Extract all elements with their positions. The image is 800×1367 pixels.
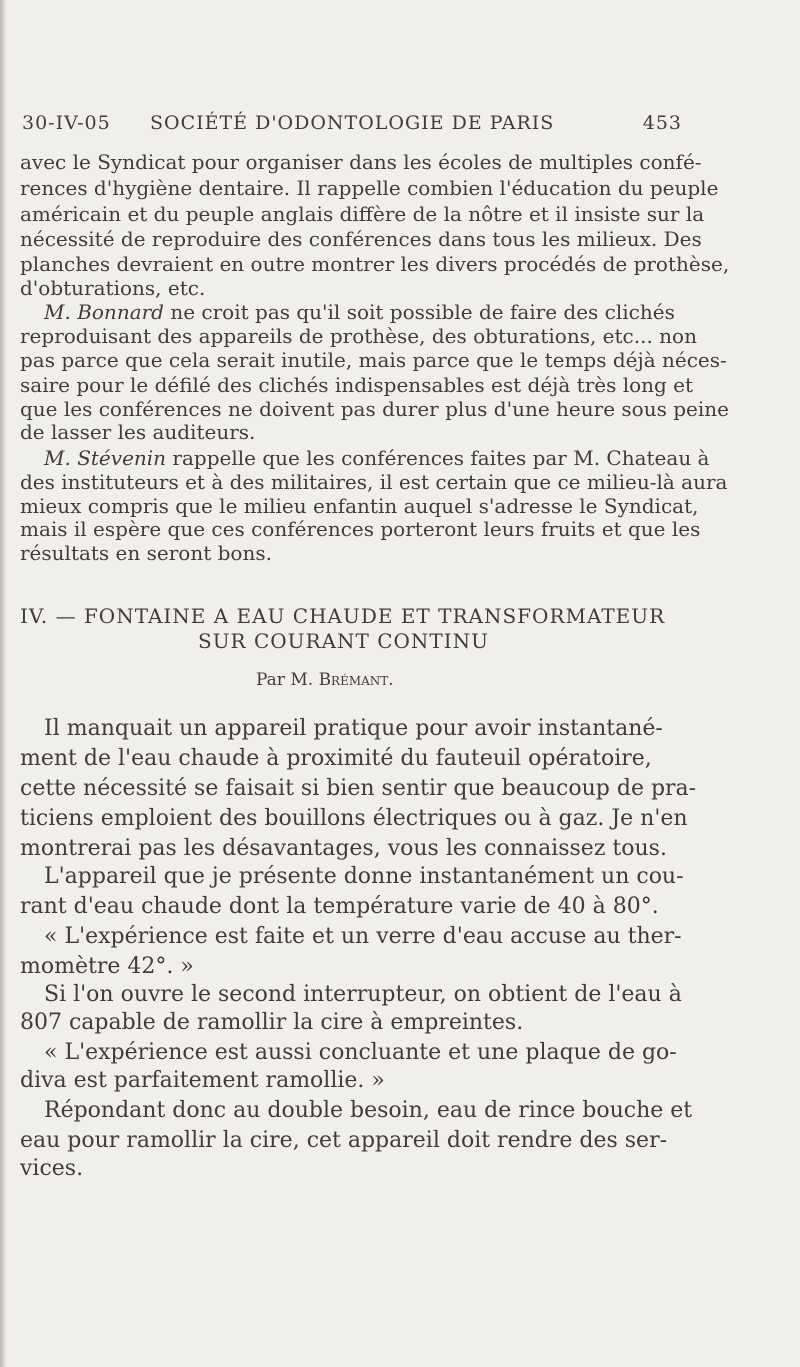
text-line: américain et du peuple anglais diffère de la nôtre et il insiste sur la bbox=[20, 202, 705, 226]
text-line: nécessité de reproduire des conférences dans tous les milieux. Des bbox=[20, 227, 702, 251]
running-header bbox=[22, 112, 682, 142]
text-line: « L'expérience est aussi concluante et une plaque de go- bbox=[44, 1040, 677, 1065]
page-binding-edge bbox=[0, 0, 6, 1367]
text-span: ne croit pas qu'il soit possible de faire des clichés bbox=[163, 300, 675, 324]
text-span: rappelle que les conférences faites par M. Chateau à bbox=[166, 446, 710, 470]
text-line: « L'expérience est faite et un verre d'eau accuse au ther- bbox=[44, 924, 682, 949]
speaker-name: M. Bonnard bbox=[44, 300, 164, 324]
text-line: résultats en seront bons. bbox=[20, 541, 272, 565]
text-line: planches devraient en outre montrer les divers procédés de prothèse, bbox=[20, 252, 730, 276]
page-number: 453 bbox=[642, 112, 682, 134]
article-author bbox=[256, 670, 394, 690]
text-line: saire pour le défilé des clichés indispensables est déjà très long et bbox=[20, 373, 694, 397]
text-line: reproduisant des appareils de prothèse, des obturations, etc... non bbox=[20, 324, 697, 348]
text-line: diva est parfaitement ramollie. » bbox=[20, 1068, 385, 1093]
text-line: eau pour ramollir la cire, cet appareil doit rendre des ser- bbox=[20, 1128, 668, 1153]
text-line: pas parce que cela serait inutile, mais parce que le temps déjà néces- bbox=[20, 348, 727, 372]
text-line: L'appareil que je présente donne instantanément un cou- bbox=[44, 864, 684, 889]
text-line: momètre 42°. » bbox=[20, 954, 194, 979]
speaker-name: M. Stévenin bbox=[44, 446, 167, 470]
text-line: Répondant donc au double besoin, eau de rince bouche et bbox=[44, 1098, 693, 1123]
text-line: rant d'eau chaude dont la température varie de 40 à 80°. bbox=[20, 894, 659, 919]
author-name: Brémant. bbox=[318, 670, 394, 690]
text-line: mieux compris que le milieu enfantin auquel s'adresse le Syndicat, bbox=[20, 494, 699, 518]
text-line: ment de l'eau chaude à proximité du fauteuil opératoire, bbox=[20, 746, 652, 771]
author-prefix: Par M. bbox=[256, 670, 319, 690]
text-line: Si l'on ouvre le second interrupteur, on obtient de l'eau à bbox=[44, 982, 682, 1007]
text-line: que les conférences ne doivent pas durer plus d'une heure sous peine bbox=[20, 397, 729, 421]
text-line: avec le Syndicat pour organiser dans les écoles de multiples confé- bbox=[20, 150, 702, 174]
text-line: rences d'hygiène dentaire. Il rappelle combien l'éducation du peuple bbox=[20, 176, 719, 200]
text-line: d'obturations, etc. bbox=[20, 276, 206, 300]
text-line: montrerai pas les désavantages, vous les connaissez tous. bbox=[20, 836, 667, 861]
text-line: Il manquait un appareil pratique pour avoir instantané- bbox=[44, 716, 663, 741]
text-line: 807 capable de ramollir la cire à empreintes. bbox=[20, 1010, 524, 1035]
text-line bbox=[44, 300, 675, 324]
header-date: 30-IV-05 bbox=[22, 112, 111, 134]
text-line: mais il espère que ces conférences porteront leurs fruits et que les bbox=[20, 517, 701, 541]
text-line: ticiens emploient des bouillons électriques ou à gaz. Je n'en bbox=[20, 806, 688, 831]
section-title-line-1: IV. — FONTAINE A EAU CHAUDE ET TRANSFORMATEUR bbox=[20, 604, 666, 628]
header-journal-title: SOCIÉTÉ D'ODONTOLOGIE DE PARIS bbox=[150, 112, 555, 134]
section-title-line-2: SUR COURANT CONTINU bbox=[198, 629, 490, 653]
text-line: des instituteurs et à des militaires, il est certain que ce milieu-là aura bbox=[20, 470, 728, 494]
text-line: de lasser les auditeurs. bbox=[20, 420, 256, 444]
text-line bbox=[44, 446, 709, 470]
text-line: cette nécessité se faisait si bien sentir que beaucoup de pra- bbox=[20, 776, 697, 801]
text-line: vices. bbox=[20, 1156, 84, 1181]
